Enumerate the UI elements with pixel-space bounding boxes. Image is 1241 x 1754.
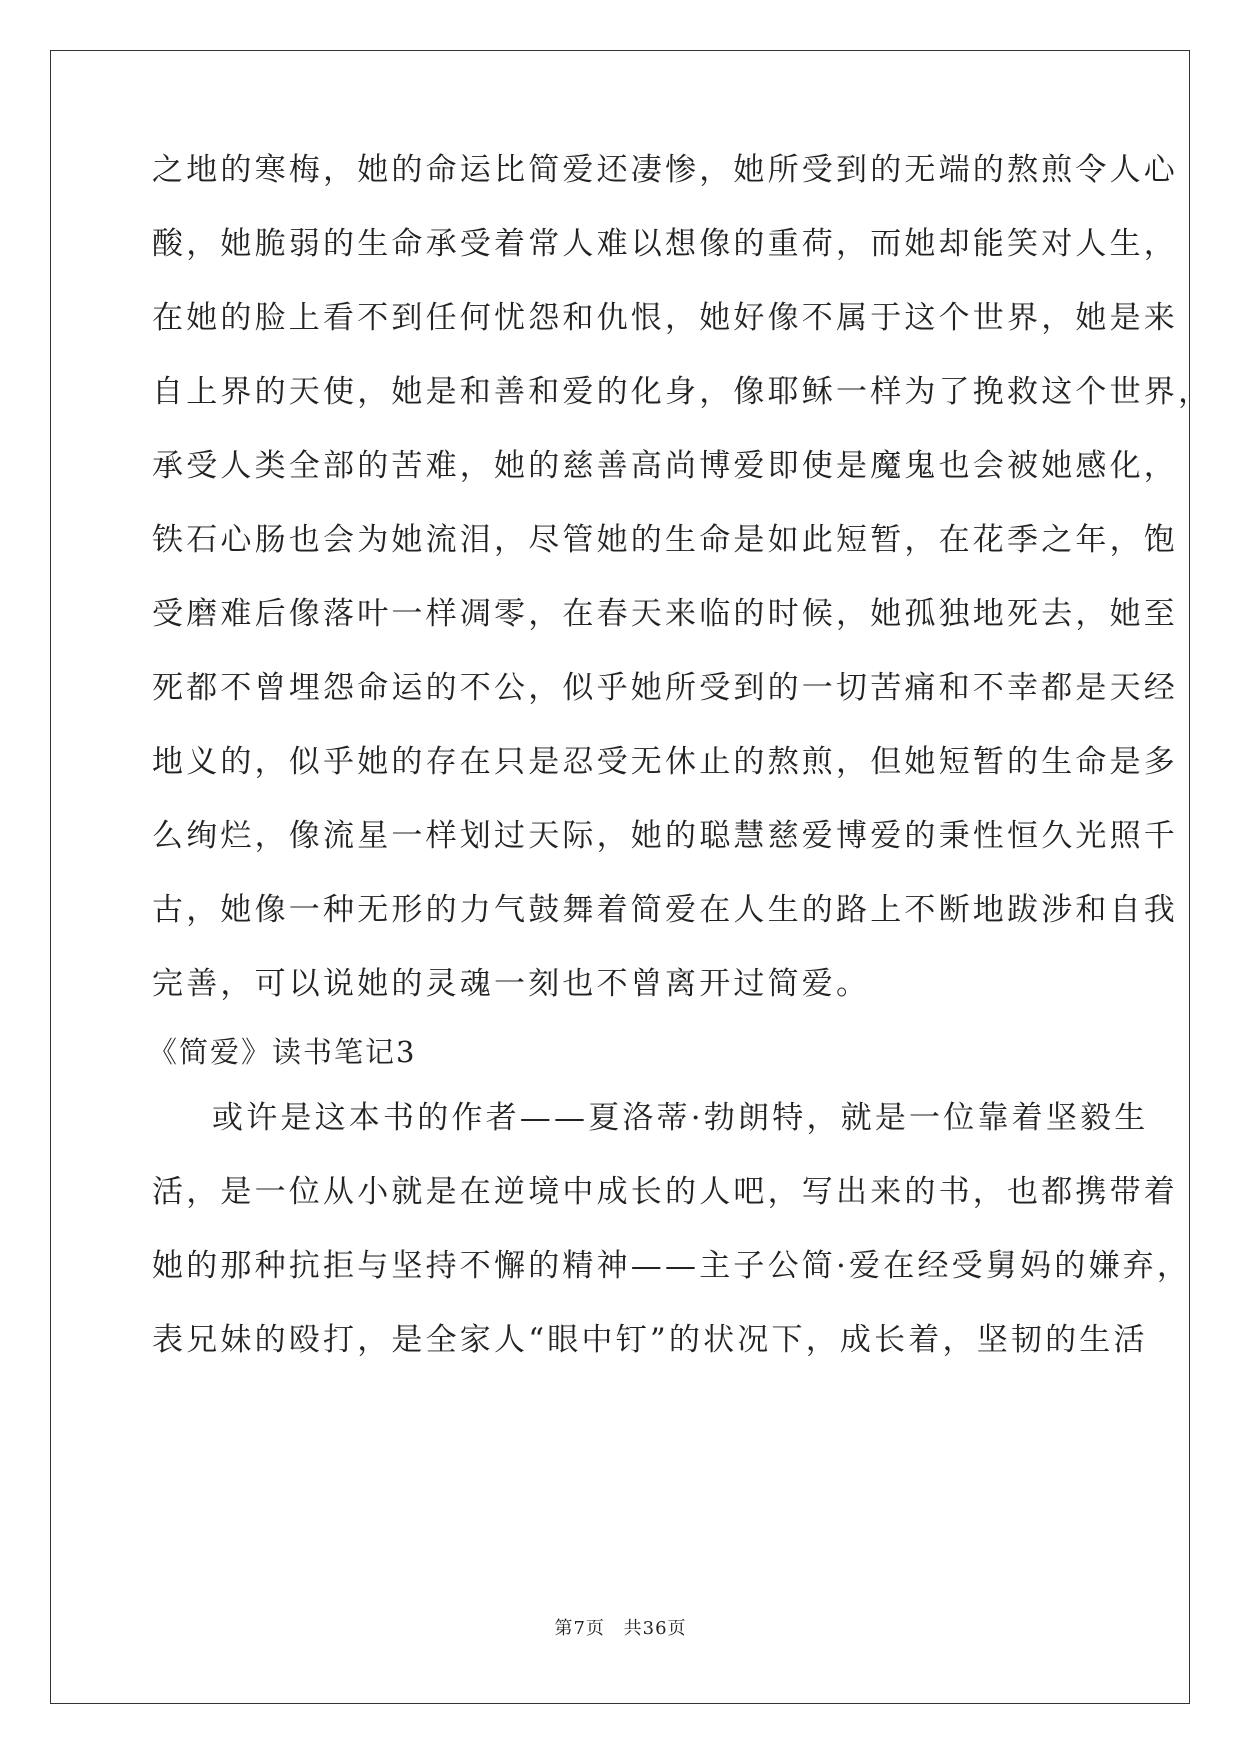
body-line: 之地的寒梅，她的命运比简爱还凄惨，她所受到的无端的熬煎令人心 — [152, 152, 1178, 188]
body-line: 她的那种抗拒与坚持不懈的精神——主子公简·爱在经受舅妈的嫌弃， — [152, 1248, 1192, 1284]
body-line: 自上界的天使，她是和善和爱的化身，像耶稣一样为了挽救这个世界， — [152, 374, 1213, 410]
page-number: 第7页 — [554, 1618, 605, 1639]
body-line: 表兄妹的殴打，是全家人“眼中钉”的状况下，成长着，坚韧的生活 — [152, 1322, 1148, 1358]
body-line: 酸，她脆弱的生命承受着常人难以想像的重荷，而她却能笑对人生， — [152, 226, 1178, 262]
page-total: 共36页 — [623, 1618, 687, 1639]
body-line: 铁石心肠也会为她流泪，尽管她的生命是如此短暂，在花季之年，饱 — [152, 522, 1178, 558]
body-line: 在她的脸上看不到任何忧怨和仇恨，她好像不属于这个世界，她是来 — [152, 300, 1178, 336]
body-line: 受磨难后像落叶一样凋零，在春天来临的时候，她孤独地死去，她至 — [152, 596, 1178, 632]
body-line: 完善，可以说她的灵魂一刻也不曾离开过简爱。 — [152, 966, 871, 1002]
body-line: 地义的，似乎她的存在只是忍受无休止的熬煎，但她短暂的生命是多 — [152, 744, 1178, 780]
body-line: 或许是这本书的作者——夏洛蒂·勃朗特，就是一位靠着坚毅生 — [212, 1100, 1149, 1136]
section-heading: 《简爱》读书笔记3 — [148, 1035, 417, 1069]
body-line: 古，她像一种无形的力气鼓舞着简爱在人生的路上不断地跋涉和自我 — [152, 892, 1178, 928]
body-line: 死都不曾埋怨命运的不公，似乎她所受到的一切苦痛和不幸都是天经 — [152, 670, 1178, 706]
body-line: 承受人类全部的苦难，她的慈善高尚博爱即使是魔鬼也会被她感化， — [152, 448, 1178, 484]
body-line: 么绚烂，像流星一样划过天际，她的聪慧慈爱博爱的秉性恒久光照千 — [152, 818, 1178, 854]
body-line: 活，是一位从小就是在逆境中成长的人吧，写出来的书，也都携带着 — [152, 1174, 1178, 1210]
page-footer — [0, 1614, 1241, 1640]
